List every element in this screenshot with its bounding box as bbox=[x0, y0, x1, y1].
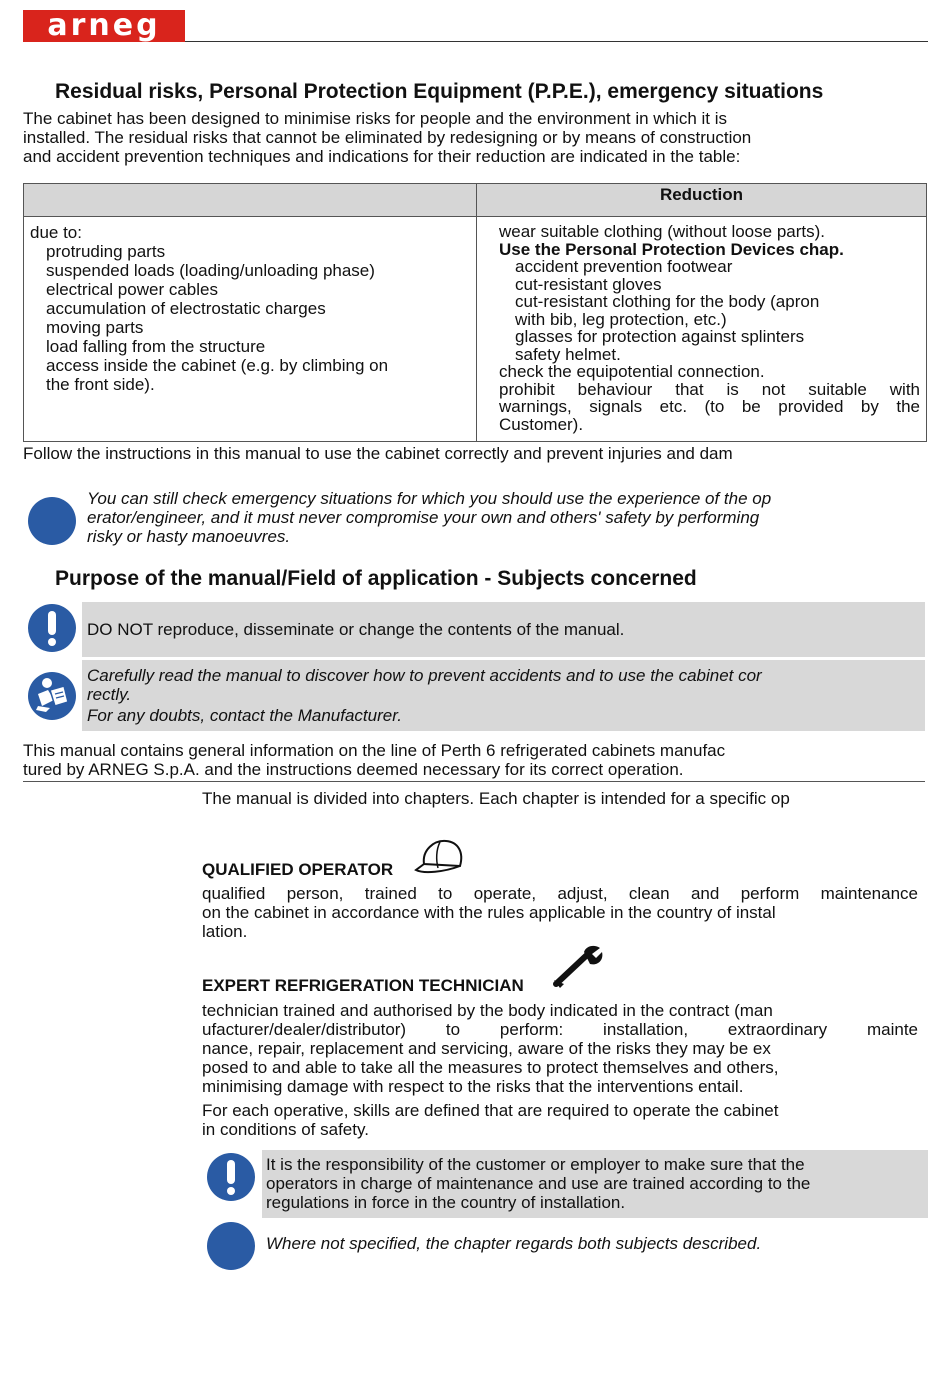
ppe-item: cut-resistant clothing for the body (apron bbox=[515, 292, 820, 311]
paragraph-line: It is the responsibility of the customer or employer to make sure that the bbox=[266, 1155, 805, 1174]
paragraph-line: minimising damage with respect to the risks that the interventions entail. bbox=[202, 1077, 744, 1096]
qualified-operator-title: QUALIFIED OPERATOR bbox=[202, 860, 394, 879]
expert-technician-title: EXPERT REFRIGERATION TECHNICIAN bbox=[202, 976, 524, 995]
emergency-note bbox=[87, 489, 771, 546]
note-line: For any doubts, contact the Manufacturer. bbox=[87, 706, 402, 725]
info-icon bbox=[28, 497, 76, 545]
risks-lead: due to: bbox=[30, 223, 82, 242]
section-title-purpose: Purpose of the manual/Field of application - Subjects concerned bbox=[55, 567, 697, 590]
reader-book-icon bbox=[28, 672, 76, 720]
risk-item: accumulation of electrostatic charges bbox=[46, 299, 326, 318]
ppe-item: cut-resistant gloves bbox=[515, 274, 662, 294]
reduction-line: wear suitable clothing (without loose parts). bbox=[499, 222, 825, 241]
risks-cell bbox=[24, 217, 477, 442]
risk-item: load falling from the structure bbox=[46, 337, 266, 356]
paragraph-line: regulations in force in the country of installation. bbox=[266, 1193, 626, 1212]
technician-description bbox=[202, 1001, 918, 1096]
operator-cap-icon bbox=[414, 838, 466, 878]
intro-line: The cabinet has been designed to minimise risks for people and the environment in which it is bbox=[23, 109, 727, 128]
reduction-ppe-heading: Use the Personal Protection Devices chap. bbox=[499, 239, 844, 259]
follow-instructions-text: Follow the instructions in this manual to use the cabinet correctly and prevent injuries and dam bbox=[23, 444, 733, 463]
ppe-item: safety helmet. bbox=[515, 344, 621, 364]
risk-item: access inside the cabinet (e.g. by climbing on bbox=[46, 356, 389, 375]
paragraph-line: qualified person, trained to operate, adjust, clean and perform maintenance bbox=[202, 884, 918, 903]
not-specified-note: Where not specified, the chapter regards both subjects described. bbox=[266, 1234, 762, 1253]
operator-description bbox=[202, 884, 918, 941]
warning-exclamation-icon bbox=[28, 604, 76, 652]
ppe-item: accident prevention footwear bbox=[515, 257, 733, 276]
read-manual-box bbox=[82, 660, 925, 731]
risk-item: electrical power cables bbox=[46, 280, 218, 299]
info-icon bbox=[207, 1222, 255, 1270]
intro-line: installed. The residual risks that cannot be eliminated by redesigning or by means of construction bbox=[23, 128, 752, 147]
arneg-logo: arneg bbox=[23, 10, 185, 42]
responsibility-box bbox=[262, 1150, 928, 1218]
header-rule bbox=[185, 41, 928, 42]
warning-reproduce-text: DO NOT reproduce, disseminate or change the contents of the manual. bbox=[87, 620, 625, 639]
table-row bbox=[24, 217, 927, 442]
note-line: You can still check emergency situations for which you should use the experience of the op bbox=[87, 489, 772, 508]
reduction-line: Customer). bbox=[499, 414, 584, 434]
wrench-icon bbox=[552, 944, 604, 990]
intro-line: and accident prevention techniques and indications for their reduction are indicated in the table: bbox=[23, 147, 741, 166]
table-header-reduction: Reduction bbox=[477, 184, 927, 217]
paragraph-line: technician trained and authorised by the body indicated in the contract (man bbox=[202, 1001, 773, 1020]
read-manual-note bbox=[87, 666, 762, 725]
skills-paragraph bbox=[202, 1101, 778, 1139]
ppe-item: with bib, leg protection, etc.) bbox=[515, 309, 727, 329]
paragraph-line: This manual contains general information on the line of Perth 6 refrigerated cabinets manufac bbox=[23, 741, 726, 760]
warning-box bbox=[82, 602, 925, 657]
responsibility-text bbox=[266, 1155, 810, 1212]
ppe-item: glasses for protection against splinters bbox=[515, 327, 805, 346]
section-title-residual-risks: Residual risks, Personal Protection Equipment (P.P.E.), emergency situations bbox=[55, 80, 824, 103]
paragraph-line: operators in charge of maintenance and use are trained according to the bbox=[266, 1174, 811, 1193]
manual-contents-paragraph bbox=[23, 741, 725, 779]
reduction-cell bbox=[477, 217, 927, 442]
reduction-line: prohibit behaviour that is not suitable with bbox=[499, 379, 920, 399]
paragraph-line: on the cabinet in accordance with the rules applicable in the country of instal bbox=[202, 903, 776, 922]
reduction-line: warnings, signals etc. (to be provided by the bbox=[499, 397, 920, 416]
read-manual-icon bbox=[28, 672, 76, 720]
note-line: rectly. bbox=[87, 685, 132, 704]
risk-item: protruding parts bbox=[46, 242, 166, 261]
paragraph-line: ufacturer/dealer/distributor) to perform: installation, extraordinary mainte bbox=[202, 1020, 918, 1039]
risk-item: the front side). bbox=[46, 375, 155, 394]
residual-risks-table bbox=[23, 183, 927, 442]
table-header-row bbox=[24, 184, 927, 217]
note-line: risky or hasty manoeuvres. bbox=[87, 527, 291, 546]
paragraph-line: posed to and able to take all the measures to protect themselves and others, bbox=[202, 1058, 779, 1077]
risk-item: suspended loads (loading/unloading phase) bbox=[46, 261, 375, 280]
responsibility-exclamation-icon bbox=[207, 1153, 255, 1201]
section-divider bbox=[23, 781, 925, 782]
intro-paragraph bbox=[23, 109, 751, 166]
risk-item: moving parts bbox=[46, 318, 144, 337]
paragraph-line: For each operative, skills are defined that are required to operate the cabinet bbox=[202, 1101, 779, 1120]
note-line: Carefully read the manual to discover how to prevent accidents and to use the cabinet cor bbox=[87, 666, 762, 685]
paragraph-line: nance, repair, replacement and servicing, aware of the risks they may be ex bbox=[202, 1039, 771, 1058]
paragraph-line: in conditions of safety. bbox=[202, 1120, 369, 1139]
paragraph-line: lation. bbox=[202, 922, 248, 941]
note-line: erator/engineer, and it must never compromise your own and others' safety by performing bbox=[87, 508, 760, 527]
chapters-text: The manual is divided into chapters. Each chapter is intended for a specific op bbox=[202, 789, 790, 808]
reduction-line: check the equipotential connection. bbox=[499, 362, 765, 381]
table-header-risks bbox=[24, 184, 477, 217]
paragraph-line: tured by ARNEG S.p.A. and the instructions deemed necessary for its correct operation. bbox=[23, 760, 684, 779]
